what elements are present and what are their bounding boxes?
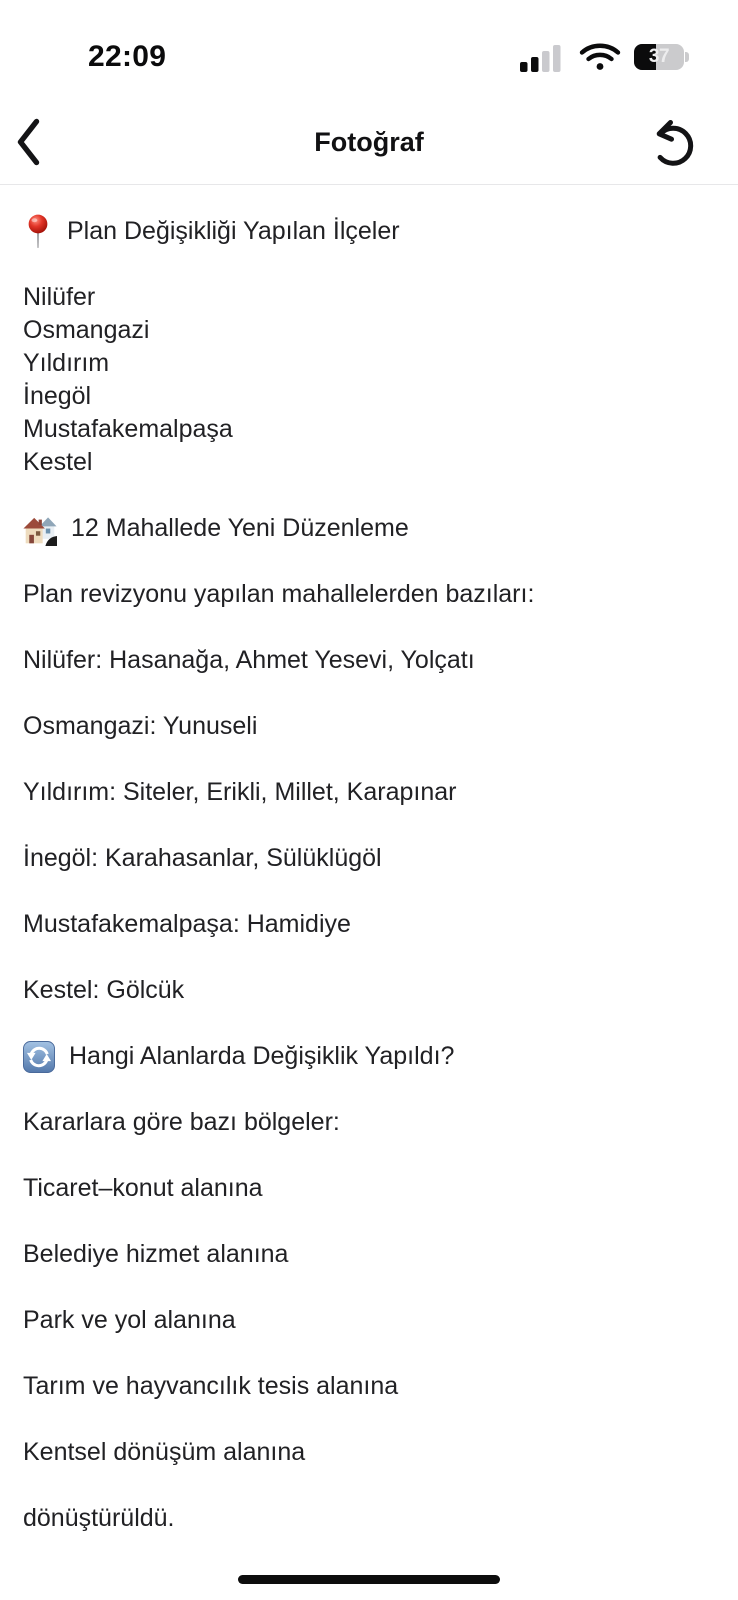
paragraph: Mustafakemalpaşa: Hamidiye bbox=[23, 910, 351, 938]
paragraph: İnegöl: Karahasanlar, Sülüklügöl bbox=[23, 844, 382, 872]
list-item: İnegöl bbox=[23, 382, 92, 410]
home-indicator[interactable] bbox=[238, 1575, 500, 1584]
cellular-signal-icon bbox=[520, 42, 566, 72]
paragraph: Plan revizyonu yapılan mahallelerden bazıları: bbox=[23, 580, 535, 608]
list-item: Kestel bbox=[23, 448, 93, 476]
status-bar bbox=[0, 0, 738, 100]
section-heading-text: 12 Mahallede Yeni Düzenleme bbox=[71, 514, 409, 542]
paragraph: dönüştürüldü. bbox=[23, 1504, 175, 1532]
houses-icon bbox=[23, 512, 57, 546]
district-list bbox=[23, 281, 715, 479]
paragraph: Tarım ve hayvancılık tesis alanına bbox=[23, 1372, 399, 1400]
paragraph: Kentsel dönüşüm alanına bbox=[23, 1438, 306, 1466]
battery-percent: 37 bbox=[648, 46, 670, 67]
section-heading-districts bbox=[23, 215, 715, 248]
counterclockwise-arrows-icon bbox=[23, 1041, 55, 1073]
paragraph: Osmangazi: Yunuseli bbox=[23, 712, 258, 740]
wifi-icon bbox=[579, 42, 621, 72]
battery-icon bbox=[634, 44, 684, 70]
back-button[interactable] bbox=[13, 115, 44, 169]
round-pushpin-icon bbox=[23, 213, 53, 250]
paragraph: Kestel: Gölcük bbox=[23, 976, 185, 1004]
section-heading-text: Plan Değişikliği Yapılan İlçeler bbox=[67, 217, 400, 245]
paragraph: Yıldırım: Siteler, Erikli, Millet, Karapınar bbox=[23, 778, 457, 806]
paragraph: Ticaret–konut alanına bbox=[23, 1174, 263, 1202]
paragraph: Park ve yol alanına bbox=[23, 1306, 236, 1334]
nav-bar bbox=[0, 100, 738, 185]
page-title: Fotoğraf bbox=[314, 126, 424, 157]
list-item: Nilüfer bbox=[23, 283, 96, 311]
paragraph: Belediye hizmet alanına bbox=[23, 1240, 289, 1268]
paragraph: Kararlara göre bazı bölgeler: bbox=[23, 1108, 340, 1136]
list-item: Mustafakemalpaşa bbox=[23, 415, 233, 443]
section-heading-text: Hangi Alanlarda Değişiklik Yapıldı? bbox=[69, 1042, 455, 1070]
rotate-button[interactable] bbox=[644, 111, 700, 173]
section-heading-neighborhoods bbox=[23, 512, 715, 545]
chevron-left-icon bbox=[15, 155, 42, 170]
list-item: Yıldırım bbox=[23, 349, 110, 377]
photo-content bbox=[0, 185, 738, 1535]
status-time: 22:09 bbox=[88, 40, 167, 73]
status-icons bbox=[520, 42, 684, 72]
section-heading-changes bbox=[23, 1040, 715, 1073]
paragraph: Nilüfer: Hasanağa, Ahmet Yesevi, Yolçatı bbox=[23, 646, 475, 674]
list-item: Osmangazi bbox=[23, 316, 150, 344]
battery-cap bbox=[685, 52, 689, 62]
rotate-counterclockwise-icon bbox=[646, 159, 698, 174]
